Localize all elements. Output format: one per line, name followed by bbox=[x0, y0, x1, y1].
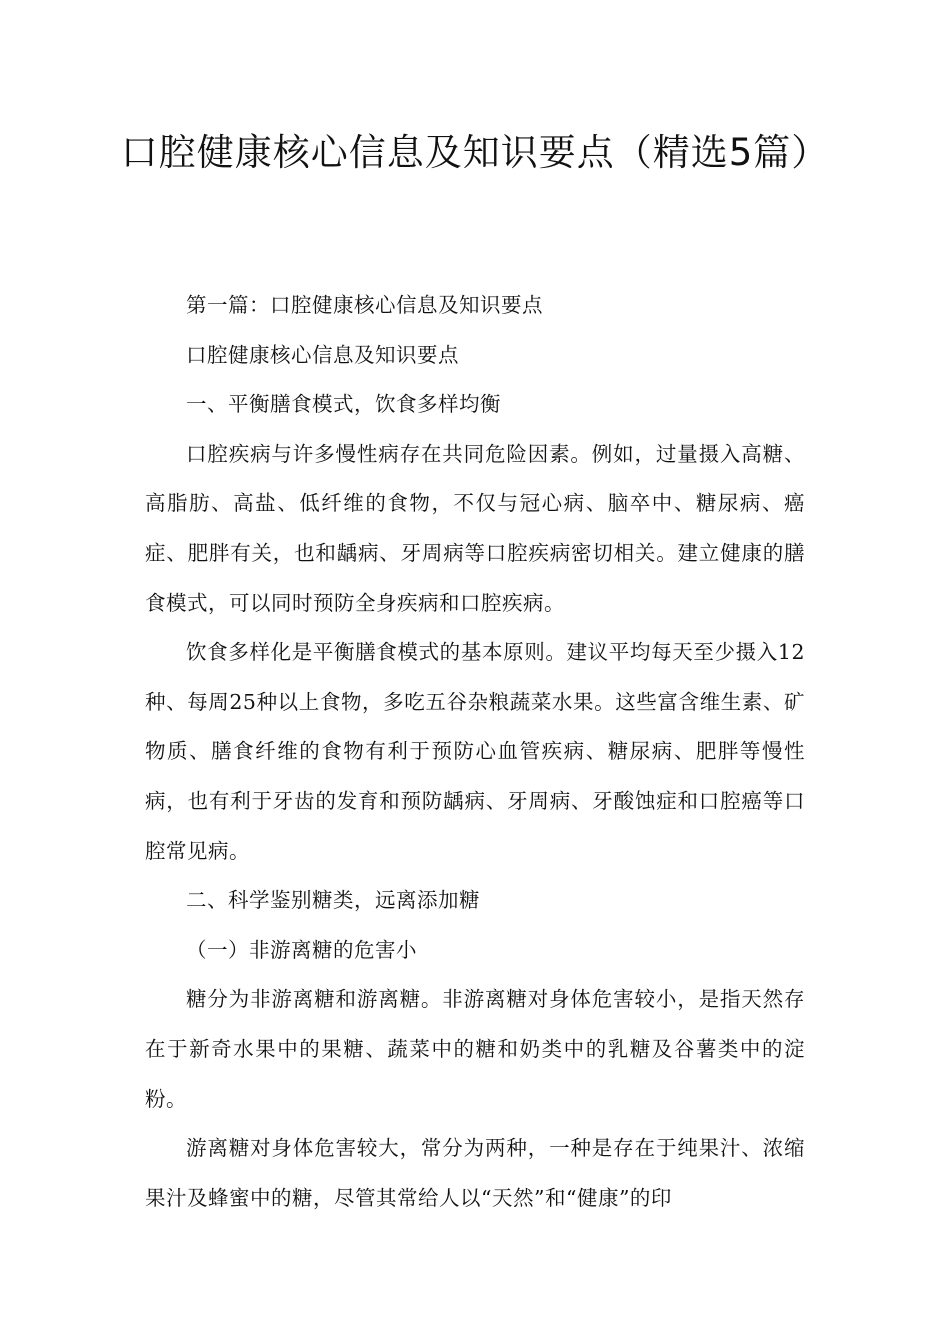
paragraph-part-heading: 第一篇：口腔健康核心信息及知识要点 bbox=[186, 293, 543, 317]
paragraph-subtitle: 口腔健康核心信息及知识要点 bbox=[186, 342, 459, 367]
section-heading-1: 一、平衡膳食模式，饮食多样均衡 bbox=[186, 392, 501, 417]
document-body bbox=[145, 281, 805, 1223]
paragraph: 口腔疾病与许多慢性病存在共同危险因素。例如，过量摄入高糖、高脂肪、高盐、低纤维的食物，不仅与冠心病、脑卒中、糖尿病、癌症、肥胖有关，也和龋病、牙周病等口腔疾病密切相关。建立健康的膳食模式，可以同时预防全身疾病和口腔疾病。 bbox=[145, 441, 805, 615]
paragraph: 饮食多样化是平衡膳食模式的基本原则。建议平均每天至少摄入12种、每周25种以上食物，多吃五谷杂粮蔬菜水果。这些富含维生素、矿物质、膳食纤维的食物有利于预防心血管疾病、糖尿病、肥胖等慢性病，也有利于牙齿的发育和预防龋病、牙周病、牙酸蚀症和口腔癌等口腔常见病。 bbox=[145, 640, 805, 863]
document-title: 口腔健康核心信息及知识要点（精选5篇） bbox=[120, 131, 830, 174]
section-heading-2: 二、科学鉴别糖类，远离添加糖 bbox=[186, 888, 480, 913]
subsection-heading: （一）非游离糖的危害小 bbox=[186, 937, 417, 962]
paragraph: 游离糖对身体危害较大，常分为两种，一种是存在于纯果汁、浓缩果汁及蜂蜜中的糖，尽管其常给人以“天然”和“健康”的印 bbox=[145, 1136, 805, 1210]
paragraph: 糖分为非游离糖和游离糖。非游离糖对身体危害较小，是指天然存在于新奇水果中的果糖、蔬菜中的糖和奶类中的乳糖及谷薯类中的淀粉。 bbox=[145, 987, 805, 1111]
